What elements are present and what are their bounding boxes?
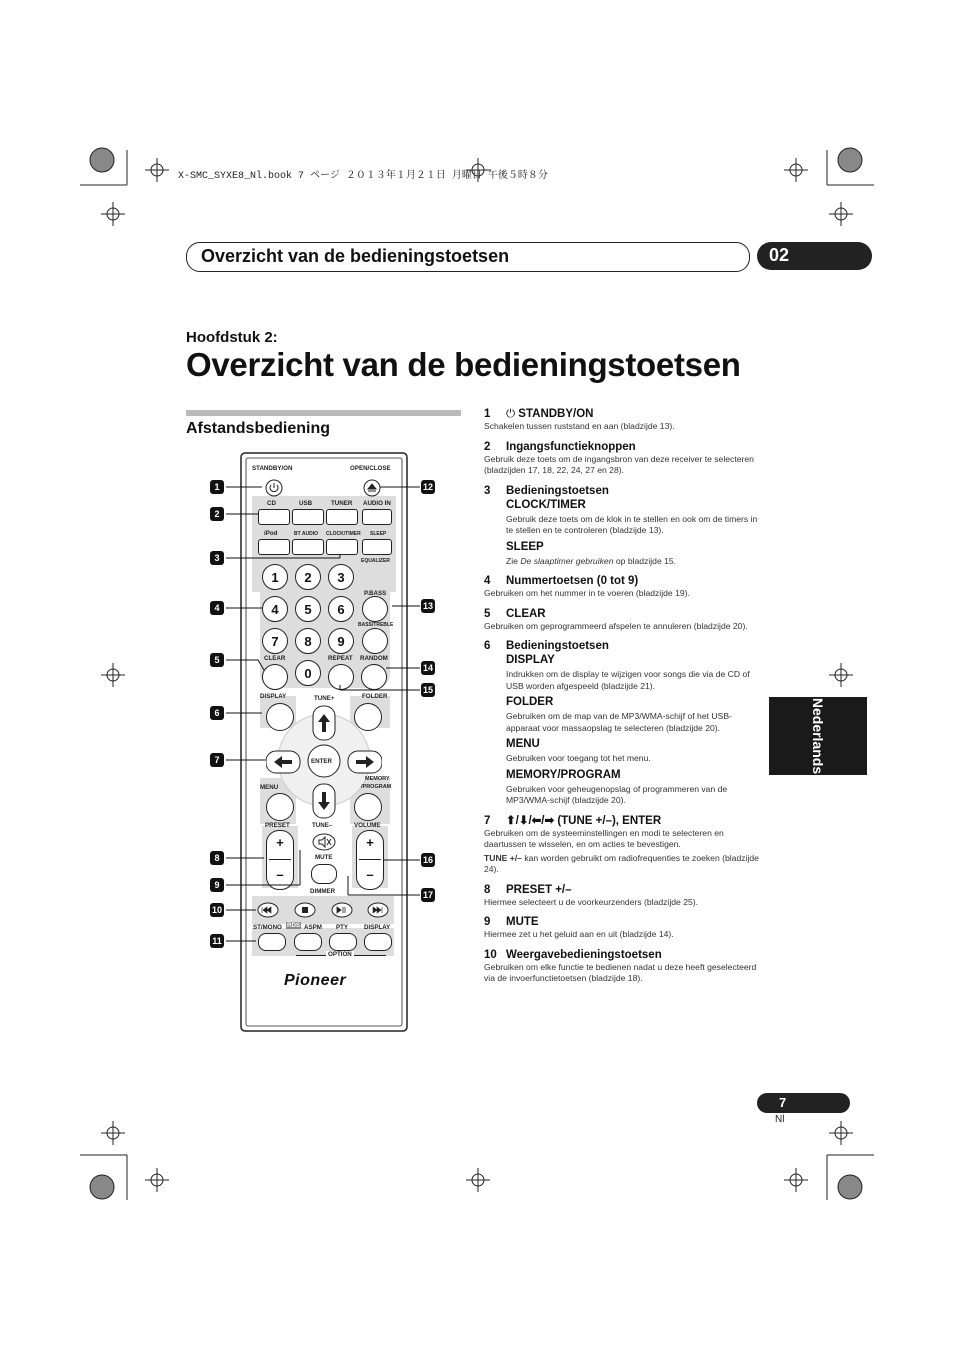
callout-1: 1 (210, 480, 224, 494)
equalizer-label: EQUALIZER (361, 558, 390, 564)
audio-in-label: AUDIO IN (363, 500, 391, 507)
callout-2: 2 (210, 507, 224, 521)
callout-6: 6 (210, 706, 224, 720)
sub-item-description: Gebruiken voor geheugenopslag of programmeren van de MP3/WMA-schijf (bladzijde 20). (506, 783, 728, 805)
volume-plus-label: + (366, 835, 374, 850)
item-title: Weergavebedieningstoetsen (506, 948, 662, 961)
item-number: 3 (484, 484, 491, 497)
pty-label: PTY (336, 924, 349, 931)
sub-item-title: MENU (506, 738, 540, 750)
callout-10: 10 (211, 905, 222, 915)
open-close-label: OPEN/CLOSE (350, 465, 391, 472)
item-number: 7 (484, 814, 491, 827)
button-descriptions (484, 407, 759, 992)
item-heading (484, 440, 759, 454)
callout-13: 13 (422, 601, 433, 611)
rds-label: RDS (287, 922, 301, 929)
digit-5-button[interactable]: 6 (328, 596, 354, 622)
sub-item-description (506, 556, 759, 568)
callout-14: 14 (422, 663, 433, 673)
item-8 (484, 883, 759, 909)
sleep-label: SLEEP (370, 531, 387, 537)
section-title: Afstandsbediening (186, 420, 331, 437)
sub-item (484, 653, 759, 692)
item-3 (484, 484, 759, 568)
volume-minus-label: – (366, 867, 374, 882)
item-heading (484, 484, 759, 498)
callout-7: 7 (210, 753, 224, 767)
sub-item (484, 737, 759, 765)
sub-item-title: FOLDER (506, 696, 554, 708)
digit-6-button[interactable]: 7 (262, 628, 288, 654)
note-keyword: TUNE +/– (484, 852, 522, 863)
sub-item (484, 498, 759, 537)
item-1 (484, 407, 759, 433)
item-title: ⬆/⬇/⬅/➡ (TUNE +/–), ENTER (506, 814, 662, 827)
item-heading (484, 574, 759, 588)
item-note (484, 853, 759, 876)
random-label: RANDOM (360, 655, 388, 662)
callout-12: 12 (422, 482, 433, 492)
chapter-label: Hoofdstuk 2: (186, 329, 278, 346)
program-label: /PROGRAM (361, 784, 392, 790)
memory-label: MEMORY (365, 776, 390, 782)
item-5 (484, 607, 759, 633)
item-6 (484, 639, 759, 807)
item-heading (484, 607, 759, 621)
power-icon: ⏻ (506, 408, 519, 420)
item-number: 1 (484, 408, 491, 420)
bottom-display-label: DISPLAY (364, 924, 391, 931)
st-mono-label: ST/MONO (253, 924, 282, 931)
usb-label: USB (299, 500, 313, 507)
callout-16: 16 (422, 855, 433, 865)
item-2 (484, 440, 759, 477)
cd-label: CD (267, 500, 276, 507)
page-title: Overzicht van de bedieningstoetsen (186, 346, 741, 383)
sub-item-description: Gebruiken voor toegang tot het menu. (506, 753, 651, 763)
item-9 (484, 915, 759, 941)
digit-3-button[interactable]: 4 (262, 596, 288, 622)
digit-0-button[interactable]: 1 (262, 564, 288, 590)
item-7 (484, 814, 759, 876)
preset-label: PRESET (265, 822, 290, 829)
item-description: Gebruik deze toets om de ingangsbron van deze receiver te selecteren (bladzijden 17, 18, 22, 24, 27 en 28). (484, 453, 754, 475)
item-heading (484, 814, 759, 828)
folder-label: FOLDER (362, 693, 388, 700)
clock-timer-label: CLOCK/TIMER (326, 531, 361, 537)
sub-item-title: SLEEP (506, 540, 544, 553)
display-label: DISPLAY (260, 693, 287, 700)
digit-9-button[interactable]: 0 (295, 660, 321, 686)
item-title: MUTE (506, 916, 539, 928)
item-number: 8 (484, 883, 491, 896)
ipod-label: iPod (264, 530, 278, 537)
enter-label: ENTER (311, 758, 332, 765)
item-number: 2 (484, 440, 491, 453)
item-description: Gebruiken om elke functie te bedienen nadat u deze heeft geselecteerd via de invoerfunctietoetsen (bladzijde 18). (484, 961, 757, 983)
sub-item (484, 768, 759, 807)
item-title: Bedieningstoetsen (506, 484, 609, 497)
chapter-number: 02 (769, 245, 790, 265)
brand-logo: Pioneer (284, 972, 347, 989)
repeat-label: REPEAT (328, 655, 353, 662)
item-title: Bedieningstoetsen (506, 640, 609, 652)
desc-prefix: Zie (506, 555, 521, 566)
callout-9: 9 (210, 878, 224, 892)
pbass-label: P.BASS (364, 590, 387, 597)
tune-plus-label: TUNE+ (314, 695, 335, 702)
callout-17: 17 (422, 890, 433, 900)
item-heading (484, 883, 759, 897)
book-info-line: X-SMC_SYXE8_Nl.book 7 ページ ２０１３年１月２１日 月曜日 午後５時８分 (178, 171, 548, 182)
bass-treble-label: BASS/TREBLE (358, 622, 394, 628)
page-number: 7 (779, 1095, 787, 1110)
item-heading (484, 407, 759, 421)
menu-label: MENU (260, 784, 279, 791)
item-description: Schakelen tussen ruststand en aan (bladzijde 13). (484, 421, 675, 431)
digit-1-button[interactable]: 2 (295, 564, 321, 590)
item-number: 10 (484, 948, 497, 961)
item-title: CLEAR (506, 607, 546, 620)
callout-3: 3 (210, 551, 224, 565)
volume-label: VOLUME (354, 822, 381, 829)
item-10 (484, 948, 759, 985)
item-heading (484, 639, 759, 653)
item-description: Hiermee selecteert u de voorkeurzenders (bladzijde 25). (484, 896, 698, 907)
sub-item (484, 540, 759, 568)
item-description: Gebruiken om de systeeminstellingen en modi te selecteren en daartussen te wisselen, en om acties te bevestigen. (484, 827, 724, 849)
preset-plus-label: + (276, 835, 284, 850)
language-tab-label: Nederlands (810, 697, 826, 775)
item-number: 5 (484, 607, 491, 620)
item-title: STANDBY/ON (518, 408, 594, 420)
item-title: Ingangsfunctieknoppen (506, 440, 636, 453)
sub-item (484, 695, 759, 734)
tune-minus-label: TUNE– (312, 822, 333, 829)
item-title: Nummertoetsen (0 tot 9) (506, 575, 639, 587)
digit-4-button[interactable]: 5 (295, 596, 321, 622)
callout-5: 5 (210, 653, 224, 667)
item-number: 4 (484, 575, 491, 587)
callout-8: 8 (210, 851, 224, 865)
item-heading (484, 948, 759, 962)
item-description: Gebruiken om het nummer in te voeren (bladzijde 19). (484, 588, 690, 598)
desc-reference: De slaaptimer gebruiken (520, 555, 614, 566)
note-text: kan worden gebruikt om radiofrequenties te zoeken (bladzijde 24). (484, 852, 759, 874)
item-heading (484, 915, 759, 929)
option-label: OPTION (328, 951, 352, 958)
digit-2-button[interactable]: 3 (328, 564, 354, 590)
callout-15: 15 (422, 685, 433, 695)
clear-label: CLEAR (264, 655, 286, 662)
digit-8-button[interactable]: 9 (328, 628, 354, 654)
aspm-label: ASPM (304, 924, 322, 931)
item-number: 6 (484, 640, 491, 652)
dimmer-label: DIMMER (310, 888, 336, 895)
standby-label: STANDBY/ON (252, 465, 293, 472)
page-language-code: Nl (775, 1114, 785, 1125)
sub-item-description: Gebruiken om de map van de MP3/WMA-schijf of het USB-apparaat voor massaopslag te selecteren (bladzijde 20). (506, 711, 732, 733)
bt-audio-label: BT AUDIO (294, 531, 318, 537)
callout-4: 4 (210, 601, 224, 615)
desc-suffix: op bladzijde 15. (613, 555, 677, 566)
preset-minus-label: – (276, 867, 284, 882)
callout-11: 11 (210, 934, 224, 948)
header-title: Overzicht van de bedieningstoetsen (201, 246, 510, 266)
mute-label: MUTE (315, 854, 333, 861)
digit-7-button[interactable]: 8 (295, 628, 321, 654)
item-number: 9 (484, 916, 491, 928)
sub-item-title: CLOCK/TIMER (506, 498, 586, 511)
tuner-label: TUNER (331, 500, 353, 507)
sub-item-title: MEMORY/PROGRAM (506, 768, 621, 781)
sub-item-description: Gebruik deze toets om de klok in te stellen en ook om de timers in te stellen en te controleren (bladzijde 13). (506, 513, 758, 535)
sub-item-description: Indrukken om de display te wijzigen voor songs die via de CD of USB worden afgespeeld (bladzijde 21). (506, 669, 750, 691)
item-description: Gebruiken om geprogrammeerd afspelen te annuleren (bladzijde 20). (484, 620, 748, 631)
item-title: PRESET +/– (506, 883, 572, 896)
item-4 (484, 574, 759, 600)
item-description: Hiermee zet u het geluid aan en uit (bladzijde 14). (484, 929, 674, 939)
page-number-badge (757, 1093, 850, 1113)
sub-item-title: DISPLAY (506, 654, 555, 666)
